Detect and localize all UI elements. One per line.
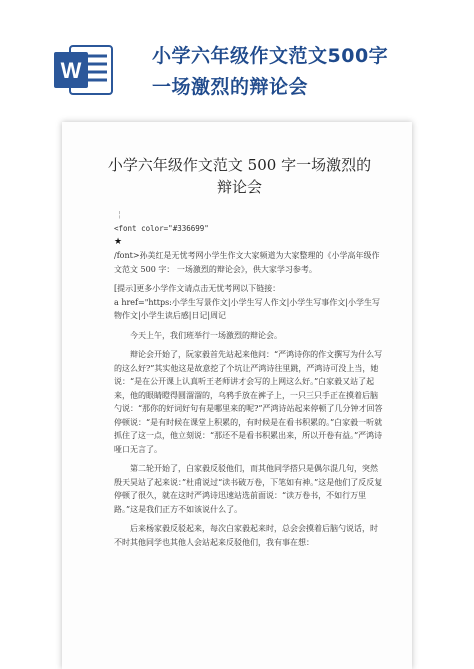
tip-header: [提示]更多小学作文请点击无忧考网以下链接：	[114, 284, 281, 293]
word-document-icon	[52, 42, 114, 98]
page-title-line1: 小学六年级作文范文500字	[152, 45, 389, 67]
document-body	[114, 222, 384, 549]
document-page	[62, 122, 412, 669]
document-title: 小学六年级作文范文 500 字一场激烈的辩论会	[107, 156, 372, 196]
paragraph-1: 今天上午，我们班举行一场激烈的辩论会。	[130, 330, 282, 340]
intro-paragraph: /font>孙美红是无忧考网小学生作文大家频道为大家整理的《小学高年级作文范文 500 字： 一场激烈的辩论会》，供大家学习参考。	[114, 251, 380, 274]
word-icon-letter: W	[60, 58, 82, 83]
page-title-line2: 一场激烈的辩论会	[152, 76, 309, 98]
paragraph-4: 后来杨家毅反驳起来，每次白家毅起来时，总会会摸着后脑勺说话，时不时其他同学也其他人会站起来反驳他们，我有事在想：	[114, 524, 378, 547]
paragraph-3: 第二轮开始了，白家毅反驳他们，而其他同学搭只是偶尔混几句，突然殷天昊站了起来说：”杜甫说过“读书破万卷，下笔如有神。”这是他们了反反复停顿了很久，就在这时严鸿诗迅速站选前面说：“读万卷书，不如行万里路。”这是我们正方不如该说什么了。	[114, 464, 383, 514]
paragraph-2: 辩论会开始了，阮家毅首先站起来他问：“严鸿诗你的作文撰写为什么写的这么好?”其实他这是故意挖了个坑让严鸿诗往里跳，严鸿诗可没上当，她说：“是在公开课上认真听王老师讲才会写的上网这么好。”白家毅又站了起来，他的眼睛瞪得圆溜溜的，乌鸦手放在裤子上，一只三只手正在摸着后脑勺说：“那你的好词好句有是哪里来的呢?”严鸿诗站起来停顿了几分钟才回答停顿说：“是有时候在课堂上积累的，有时候是在看书积累的。”白家毅一听就抓住了这一点，他立刻说：“那还不是看书积累出来，所以开卷有益。”严鸿诗哑口无言了。	[114, 350, 383, 454]
header-banner	[0, 0, 474, 120]
star-icon: ★	[114, 236, 123, 247]
font-tag-text: <font color="#336699"	[114, 224, 209, 233]
tip-links[interactable]: a href="https:小学生写景作文|小学生写人作文|小学生写事作文|小学生写物作文|小学生读后感|日记|周记	[114, 297, 380, 320]
text-cursor: ¦	[118, 210, 121, 219]
